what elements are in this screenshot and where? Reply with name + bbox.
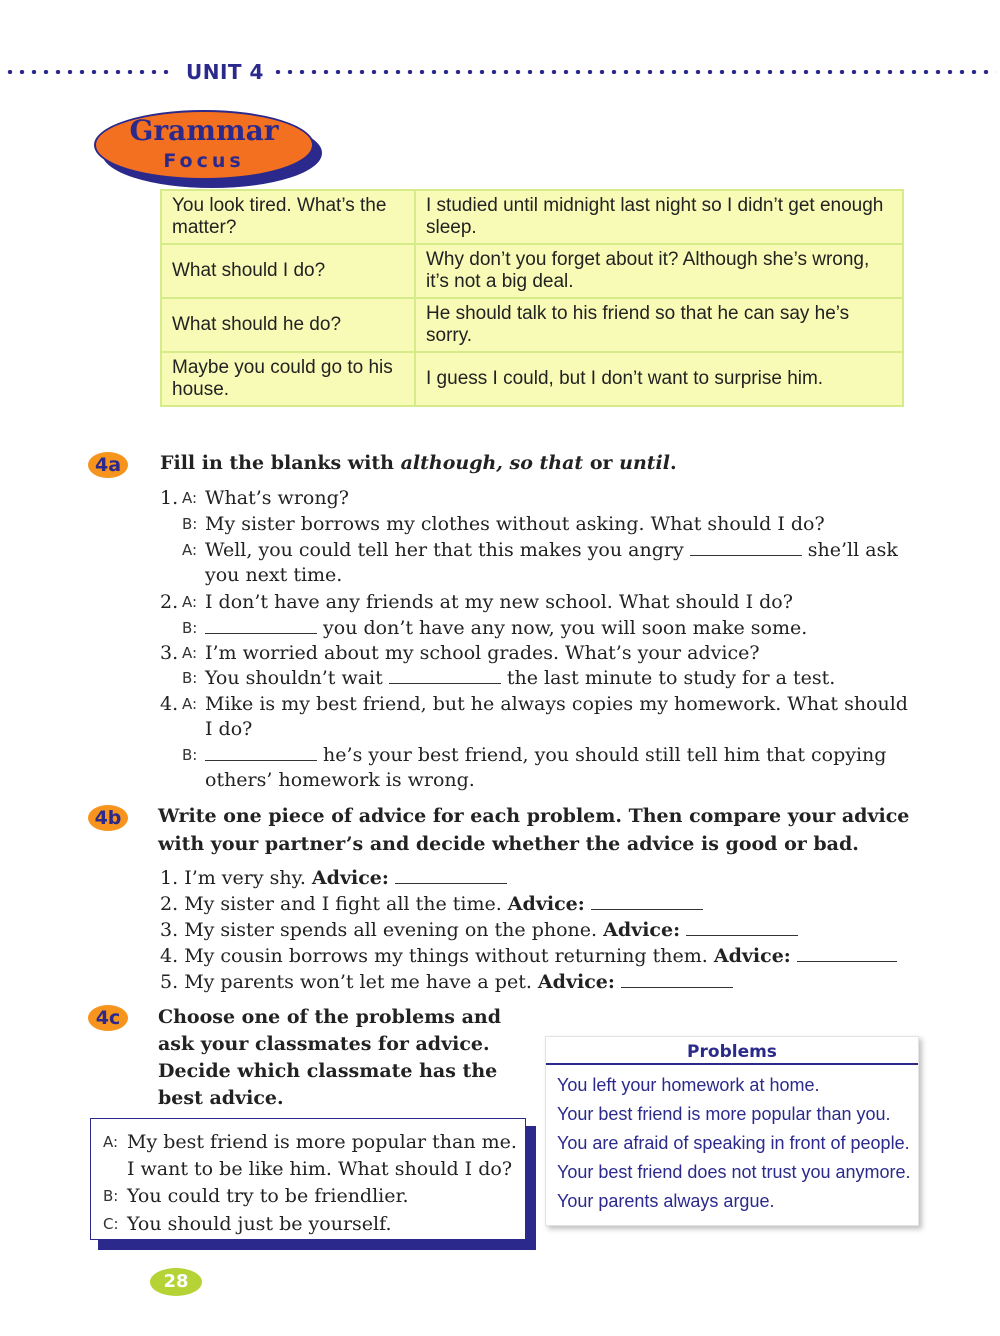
- speaker-label: A:: [182, 644, 198, 662]
- text: he’s your best friend, you should still tell him that copying: [323, 744, 887, 766]
- advice-label: Advice:: [537, 971, 615, 993]
- instruction-4a: [160, 450, 677, 477]
- speaker-label: A:: [182, 489, 198, 507]
- instruction-4c-line: ask your classmates for advice.: [158, 1033, 490, 1055]
- advice-label: Advice:: [713, 945, 791, 967]
- dialogue-line: others’ homework is wrong.: [205, 769, 475, 791]
- speaker-label: A:: [182, 541, 198, 559]
- instruction-keywords: although, so that: [400, 452, 584, 474]
- dialogue-line: You could try to be friendlier.: [127, 1185, 409, 1207]
- problem-item: Your parents always argue.: [557, 1191, 775, 1211]
- dialogue-line: Mike is my best friend, but he always copies my homework. What should: [205, 693, 908, 715]
- dialogue-line: I do?: [205, 718, 253, 740]
- dotted-rule-left: [4, 70, 172, 74]
- table-row: [161, 190, 903, 244]
- item-number: 1.: [160, 867, 179, 889]
- unit-label: UNIT 4: [186, 60, 264, 84]
- problem-text: My parents won’t let me have a pet.: [184, 971, 532, 993]
- badge-oval: [94, 110, 314, 180]
- fill-blank[interactable]: [205, 742, 317, 761]
- dialogue-line: I don’t have any friends at my new school. What should I do?: [205, 591, 793, 613]
- grammar-table: [160, 189, 904, 407]
- instruction-4c-line: best advice.: [158, 1087, 284, 1109]
- section-badge-4c: 4c: [88, 1005, 128, 1031]
- advice-blank[interactable]: [591, 891, 703, 910]
- list-item: [160, 969, 733, 995]
- instruction-text: or: [583, 452, 620, 474]
- advice-blank[interactable]: [395, 865, 507, 884]
- table-cell: What should he do?: [161, 298, 415, 352]
- text: Well, you could tell her that this makes you angry: [205, 539, 684, 561]
- problem-item: You left your homework at home.: [557, 1075, 820, 1095]
- advice-label: Advice:: [311, 867, 389, 889]
- page-number: 28: [150, 1268, 202, 1296]
- instruction-text: .: [669, 452, 677, 474]
- speaker-label: A:: [182, 695, 198, 713]
- item-number: 3.: [160, 642, 179, 664]
- item-number: 4.: [160, 945, 179, 967]
- table-row: [161, 244, 903, 298]
- speaker-label: B:: [182, 619, 198, 637]
- dialogue-box: [90, 1118, 526, 1240]
- item-number: 5.: [160, 971, 179, 993]
- instruction-4c-line: Decide which classmate has the: [158, 1060, 498, 1082]
- item-number: 2.: [160, 893, 179, 915]
- dialogue-line: [205, 615, 807, 641]
- instruction-keyword: until: [619, 452, 670, 474]
- instruction-4b-line2: with your partner’s and decide whether the advice is good or bad.: [158, 833, 859, 855]
- table-cell: I guess I could, but I don’t want to surprise him.: [415, 352, 903, 406]
- speaker-label: B:: [182, 515, 198, 533]
- text: she’ll ask: [807, 539, 898, 561]
- dialogue-line: My sister borrows my clothes without asking. What should I do?: [205, 513, 825, 535]
- table-cell: I studied until midnight last night so I didn’t get enough sleep.: [415, 190, 903, 244]
- fill-blank[interactable]: [690, 537, 802, 556]
- problem-item: Your best friend is more popular than you.: [557, 1104, 891, 1124]
- dialogue-line: [205, 742, 886, 768]
- dotted-rule-right: [272, 70, 996, 74]
- speaker-label: C:: [103, 1215, 119, 1233]
- instruction-4c-line: Choose one of the problems and: [158, 1006, 502, 1028]
- section-badge-4b: 4b: [88, 805, 128, 831]
- text: You shouldn’t wait: [205, 667, 383, 689]
- dialogue-line: I’m worried about my school grades. What’s your advice?: [205, 642, 760, 664]
- text: you don’t have any now, you will soon make some.: [323, 617, 808, 639]
- dialogue-line: [205, 665, 835, 691]
- advice-blank[interactable]: [686, 917, 798, 936]
- advice-label: Advice:: [507, 893, 585, 915]
- problem-text: My sister spends all evening on the phone.: [184, 919, 598, 941]
- grammar-focus-title: Grammar: [129, 114, 279, 147]
- list-item: [160, 865, 507, 891]
- fill-blank[interactable]: [389, 665, 501, 684]
- table-cell: Why don’t you forget about it? Although she’s wrong, it’s not a big deal.: [415, 244, 903, 298]
- problem-text: My sister and I fight all the time.: [184, 893, 502, 915]
- problems-rule: [546, 1063, 918, 1065]
- dialogue-line: What’s wrong?: [205, 487, 349, 509]
- section-badge-4a: 4a: [88, 452, 128, 478]
- speaker-label: A:: [182, 593, 198, 611]
- advice-blank[interactable]: [797, 943, 897, 962]
- grammar-focus-badge: [94, 110, 326, 192]
- speaker-label: A:: [103, 1133, 119, 1151]
- problem-item: Your best friend does not trust you anymore.: [557, 1162, 911, 1182]
- problem-item: You are afraid of speaking in front of people.: [557, 1133, 910, 1153]
- dialogue-line: [205, 537, 898, 563]
- dialogue-line: My best friend is more popular than me.: [127, 1131, 517, 1153]
- table-row: [161, 298, 903, 352]
- advice-label: Advice:: [603, 919, 681, 941]
- table-cell: He should talk to his friend so that he can say he’s sorry.: [415, 298, 903, 352]
- table-row: [161, 352, 903, 406]
- item-number: 2.: [160, 591, 179, 613]
- dialogue-line: you next time.: [205, 564, 343, 586]
- list-item: [160, 917, 798, 943]
- problem-text: I’m very shy.: [184, 867, 306, 889]
- item-number: 4.: [160, 693, 179, 715]
- speaker-label: B:: [103, 1187, 119, 1205]
- grammar-focus-subtitle: Focus: [163, 150, 245, 172]
- table-cell: Maybe you could go to his house.: [161, 352, 415, 406]
- dialogue-line: You should just be yourself.: [127, 1213, 392, 1235]
- text: the last minute to study for a test.: [506, 667, 836, 689]
- list-item: [160, 891, 703, 917]
- fill-blank[interactable]: [205, 615, 317, 634]
- instruction-4b-line1: Write one piece of advice for each problem. Then compare your advice: [158, 805, 910, 827]
- item-number: 1.: [160, 487, 179, 509]
- problem-text: My cousin borrows my things without returning them.: [184, 945, 708, 967]
- speaker-label: B:: [182, 746, 198, 764]
- item-number: 3.: [160, 919, 179, 941]
- table-cell: What should I do?: [161, 244, 415, 298]
- problems-box: [545, 1036, 919, 1226]
- speaker-label: B:: [182, 669, 198, 687]
- advice-blank[interactable]: [621, 969, 733, 988]
- dialogue-line: I want to be like him. What should I do?: [127, 1158, 513, 1180]
- instruction-text: Fill in the blanks with: [160, 452, 401, 474]
- problems-title: Problems: [687, 1042, 777, 1062]
- list-item: [160, 943, 897, 969]
- unit-header: [0, 58, 1000, 86]
- table-cell: You look tired. What’s the matter?: [161, 190, 415, 244]
